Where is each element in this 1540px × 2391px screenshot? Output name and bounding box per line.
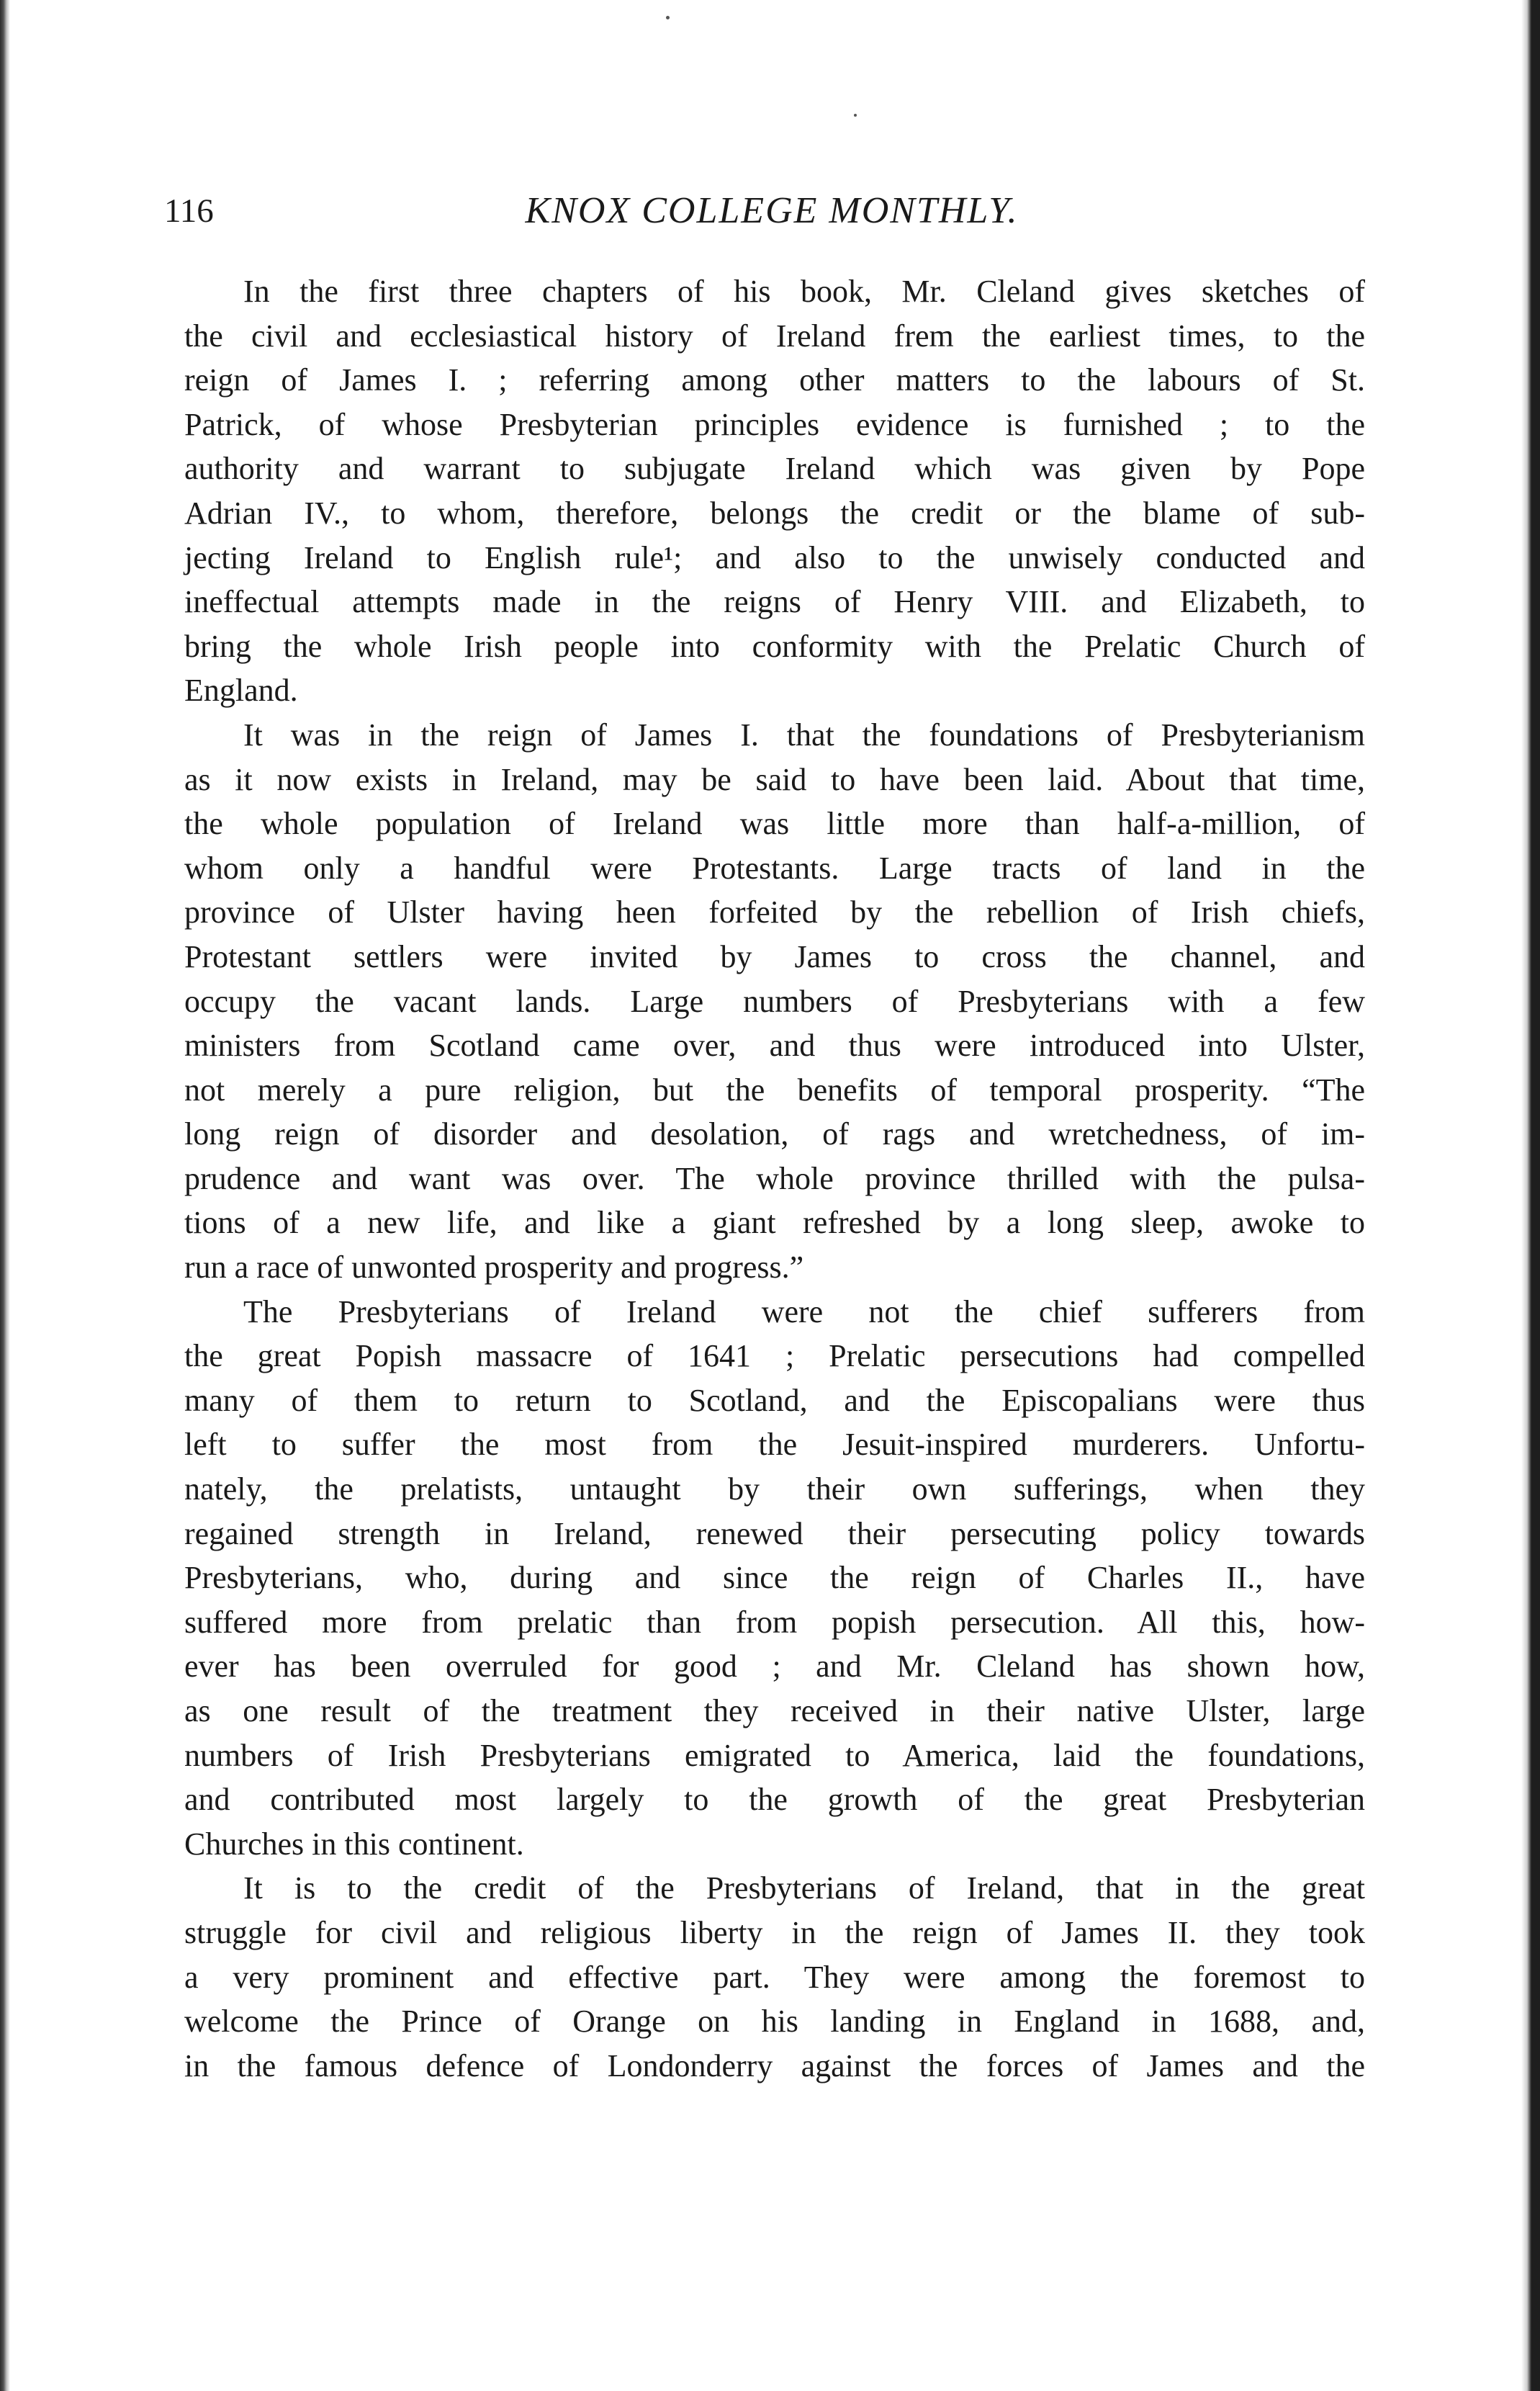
- paragraph: [184, 1290, 1365, 1867]
- text-line: province of Ulster having heen forfeited by the rebellion of Irish chiefs,: [184, 894, 1365, 930]
- text-line: the civil and ecclesiastical history of Ireland frem the earliest times, to the: [184, 318, 1365, 354]
- paragraph: [184, 269, 1365, 713]
- text-line: suffered more from prelatic than from popish persecution. All this, how-: [184, 1604, 1365, 1640]
- text-line: whom only a handful were Protestants. Large tracts of land in the: [184, 850, 1365, 886]
- text-line: prudence and want was over. The whole province thrilled with the pulsa-: [184, 1160, 1365, 1196]
- text-line: the whole population of Ireland was little more than half-a-million, of: [184, 806, 1365, 842]
- running-title: KNOX COLLEGE MONTHLY.: [525, 190, 1019, 231]
- text-line: left to suffer the most from the Jesuit-inspired murderers. Unfortu-: [184, 1427, 1365, 1463]
- text-line: reign of James I. ; referring among other matters to the labours of St.: [184, 362, 1365, 398]
- text-line: struggle for civil and religious liberty in the reign of James II. they took: [184, 1914, 1365, 1950]
- text-line: Churches in this continent.: [184, 1826, 524, 1862]
- text-line: jecting Ireland to English rule¹; and also to the unwisely conducted and: [184, 539, 1365, 575]
- text-line: The Presbyterians of Ireland were not the chief sufferers from: [243, 1293, 1365, 1329]
- text-line: a very prominent and effective part. They were among the foremost to: [184, 1959, 1365, 1995]
- text-line: run a race of unwonted prosperity and progress.”: [184, 1250, 804, 1286]
- text-line: occupy the vacant lands. Large numbers of Presbyterians with a few: [184, 983, 1365, 1019]
- text-line: many of them to return to Scotland, and the Episcopalians were thus: [184, 1382, 1365, 1418]
- page-number: 116: [164, 192, 214, 230]
- text-line: England.: [184, 673, 298, 709]
- text-line: in the famous defence of Londonderry against the forces of James and the: [184, 2047, 1365, 2083]
- text-line: regained strength in Ireland, renewed their persecuting policy towards: [184, 1515, 1365, 1551]
- text-line: as it now exists in Ireland, may be said to have been laid. About that time,: [184, 761, 1365, 797]
- text-line: tions of a new life, and like a giant refreshed by a long sleep, awoke to: [184, 1205, 1365, 1241]
- text-line: ineffectual attempts made in the reigns of Henry VIII. and Elizabeth, to: [184, 584, 1365, 620]
- text-line: as one result of the treatment they received in their native Ulster, large: [184, 1693, 1365, 1728]
- text-line: authority and warrant to subjugate Ireland which was given by Pope: [184, 451, 1365, 487]
- text-line: Patrick, of whose Presbyterian principles evidence is furnished ; to the: [184, 406, 1365, 442]
- page-left-binding-edge: [0, 0, 10, 2391]
- paragraph: [184, 1866, 1365, 2088]
- scan-speck: [854, 114, 857, 117]
- text-line: not merely a pure religion, but the benefits of temporal prosperity. “The: [184, 1072, 1365, 1108]
- text-line: long reign of disorder and desolation, of rags and wretchedness, of im-: [184, 1116, 1365, 1152]
- text-line: Adrian IV., to whom, therefore, belongs the credit or the blame of sub-: [184, 495, 1365, 531]
- text-line: bring the whole Irish people into conformity with the Prelatic Church of: [184, 628, 1365, 664]
- paragraph: [184, 713, 1365, 1290]
- scan-speck: [666, 16, 670, 19]
- text-line: nately, the prelatists, untaught by their own sufferings, when they: [184, 1471, 1365, 1507]
- text-line: It was in the reign of James I. that the foundations of Presbyterianism: [243, 717, 1365, 753]
- page-header: [164, 186, 1365, 236]
- text-line: Presbyterians, who, during and since the reign of Charles II., have: [184, 1560, 1365, 1596]
- page-right-dark-edge: [1521, 0, 1540, 2391]
- text-line: welcome the Prince of Orange on his landing in England in 1688, and,: [184, 2004, 1365, 2040]
- text-line: the great Popish massacre of 1641 ; Prelatic persecutions had compelled: [184, 1338, 1365, 1374]
- text-line: It is to the credit of the Presbyterians of Ireland, that in the great: [243, 1870, 1365, 1906]
- text-line: numbers of Irish Presbyterians emigrated to America, laid the foundations,: [184, 1737, 1365, 1773]
- text-line: ministers from Scotland came over, and thus were introduced into Ulster,: [184, 1028, 1365, 1064]
- text-line: In the first three chapters of his book, Mr. Cleland gives sketches of: [243, 274, 1365, 309]
- text-line: Protestant settlers were invited by James to cross the channel, and: [184, 938, 1365, 974]
- article-body: [184, 269, 1365, 2088]
- text-line: ever has been overruled for good ; and Mr. Cleland has shown how,: [184, 1648, 1365, 1685]
- text-line: and contributed most largely to the growth of the great Presbyterian: [184, 1782, 1365, 1818]
